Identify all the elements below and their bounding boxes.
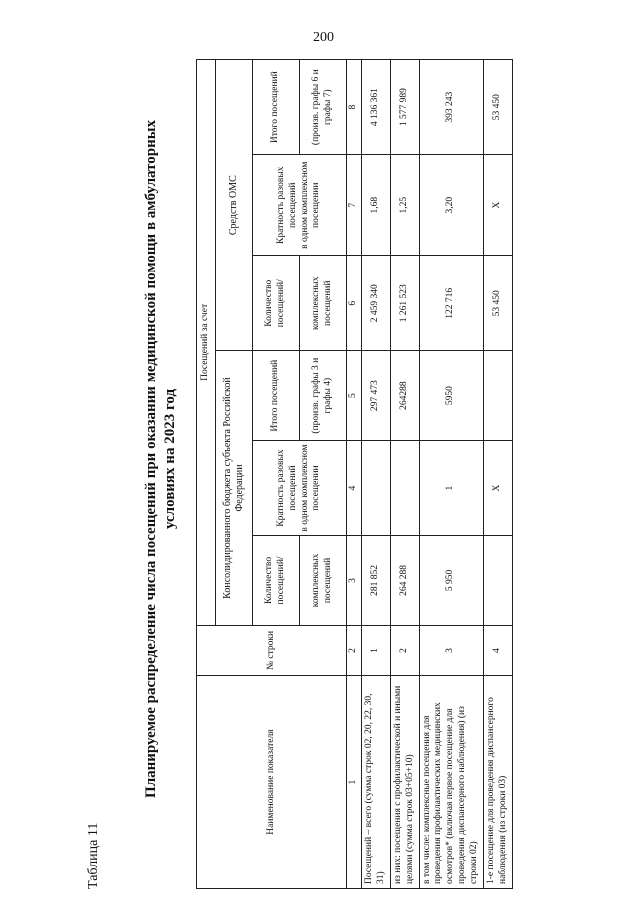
header-budget: Консолидированного бюджета субъекта Российской Федерации — [216, 351, 253, 625]
header-budget-total: Итого посещений — [253, 351, 300, 441]
cell-oms-total: 53 450 — [483, 60, 512, 155]
cell-budget-multiplicity: Х — [483, 440, 512, 535]
cell-oms-total: 393 243 — [419, 60, 483, 155]
header-oms-count: Количество посещений/ — [253, 256, 300, 351]
row-name: Посещений – всего (сумма строк 02, 20, 22, 30, 31) — [362, 676, 391, 889]
row-name: из них: посещения с профилактической и иными целями (сумма строк 03+05+10) — [390, 676, 419, 889]
cell-oms-total: 4 136 361 — [362, 60, 391, 155]
cell-budget-total: 297 473 — [362, 351, 391, 441]
header-oms-total: Итого посещений — [253, 60, 300, 155]
cell-oms-count: 1 261 523 — [390, 256, 419, 351]
page-number: 200 — [313, 30, 334, 45]
column-number-row — [347, 60, 362, 889]
cell-budget-total — [483, 351, 512, 441]
row-line-number: 4 — [483, 625, 512, 675]
cell-oms-total: 1 577 989 — [390, 60, 419, 155]
header-oms: Средств ОМС — [216, 60, 253, 351]
header-row-number: № строки — [197, 625, 347, 675]
header-oms-multiplicity-main: Кратность разовых посещений — [275, 166, 298, 244]
col-num: 8 — [347, 60, 362, 155]
col-num: 7 — [347, 155, 362, 256]
cell-budget-total: 264288 — [390, 351, 419, 441]
row-name: 1-е посещение для проведения диспансерного наблюдения (из строки 03) — [483, 676, 512, 889]
cell-budget-multiplicity: 1 — [419, 440, 483, 535]
cell-oms-multiplicity: Х — [483, 155, 512, 256]
table-row — [483, 60, 512, 889]
header-budget-count: Количество посещений/ — [253, 536, 300, 626]
visits-table — [196, 59, 513, 889]
col-num: 4 — [347, 440, 362, 535]
header-visits-for: Посещений за счет — [197, 60, 216, 626]
cell-oms-multiplicity: 1,68 — [362, 155, 391, 256]
cell-oms-count: 53 450 — [483, 256, 512, 351]
col-num: 6 — [347, 256, 362, 351]
col-num: 1 — [347, 676, 362, 889]
title-line-2: условиях на 2023 год — [162, 388, 179, 530]
table-label: Таблица 11 — [86, 822, 101, 889]
cell-budget-multiplicity — [390, 440, 419, 535]
header-budget-multiplicity-sub: в одном комплексном посещении — [299, 444, 322, 532]
cell-budget-count: 5 950 — [419, 536, 483, 626]
table-row — [390, 60, 419, 889]
header-row-1 — [197, 60, 216, 889]
table-row — [419, 60, 483, 889]
header-oms-multiplicity — [253, 155, 347, 256]
header-oms-total-formula: (произв. графы 6 и графы 7) — [300, 60, 347, 155]
cell-budget-multiplicity — [362, 440, 391, 535]
header-budget-multiplicity — [253, 440, 347, 535]
row-line-number: 3 — [419, 625, 483, 675]
cell-budget-count — [483, 536, 512, 626]
cell-oms-count: 2 459 340 — [362, 256, 391, 351]
table-row — [362, 60, 391, 889]
rotated-page-content — [78, 9, 558, 889]
cell-oms-count: 122 716 — [419, 256, 483, 351]
header-budget-complex: комплексных посещений — [300, 536, 347, 626]
header-oms-complex: комплексных посещений — [300, 256, 347, 351]
row-line-number: 1 — [362, 625, 391, 675]
cell-budget-count: 281 852 — [362, 536, 391, 626]
row-line-number: 2 — [390, 625, 419, 675]
header-oms-multiplicity-sub: в одном комплексном посещении — [299, 161, 322, 249]
title-line-1: Планируемое распределение числа посещений при оказании медицинской помощи в амбулаторных — [143, 120, 159, 798]
cell-oms-multiplicity: 3,20 — [419, 155, 483, 256]
header-budget-multiplicity-main: Кратность разовых посещений — [275, 449, 298, 527]
col-num: 5 — [347, 351, 362, 441]
row-name: в том числе: комплексные посещения для проведения профилактических медицинских осмотров* (включая первое посещение для проведения диспансерного наблюдения) (из строки 02) — [419, 676, 483, 889]
header-budget-total-formula: (произв. графы 3 и графы 4) — [300, 351, 347, 441]
header-indicator-name: Наименование показателя — [197, 676, 347, 889]
cell-oms-multiplicity: 1,25 — [390, 155, 419, 256]
col-num: 2 — [347, 625, 362, 675]
col-num: 3 — [347, 536, 362, 626]
cell-budget-total: 5950 — [419, 351, 483, 441]
cell-budget-count: 264 288 — [390, 536, 419, 626]
table-title — [142, 89, 180, 829]
